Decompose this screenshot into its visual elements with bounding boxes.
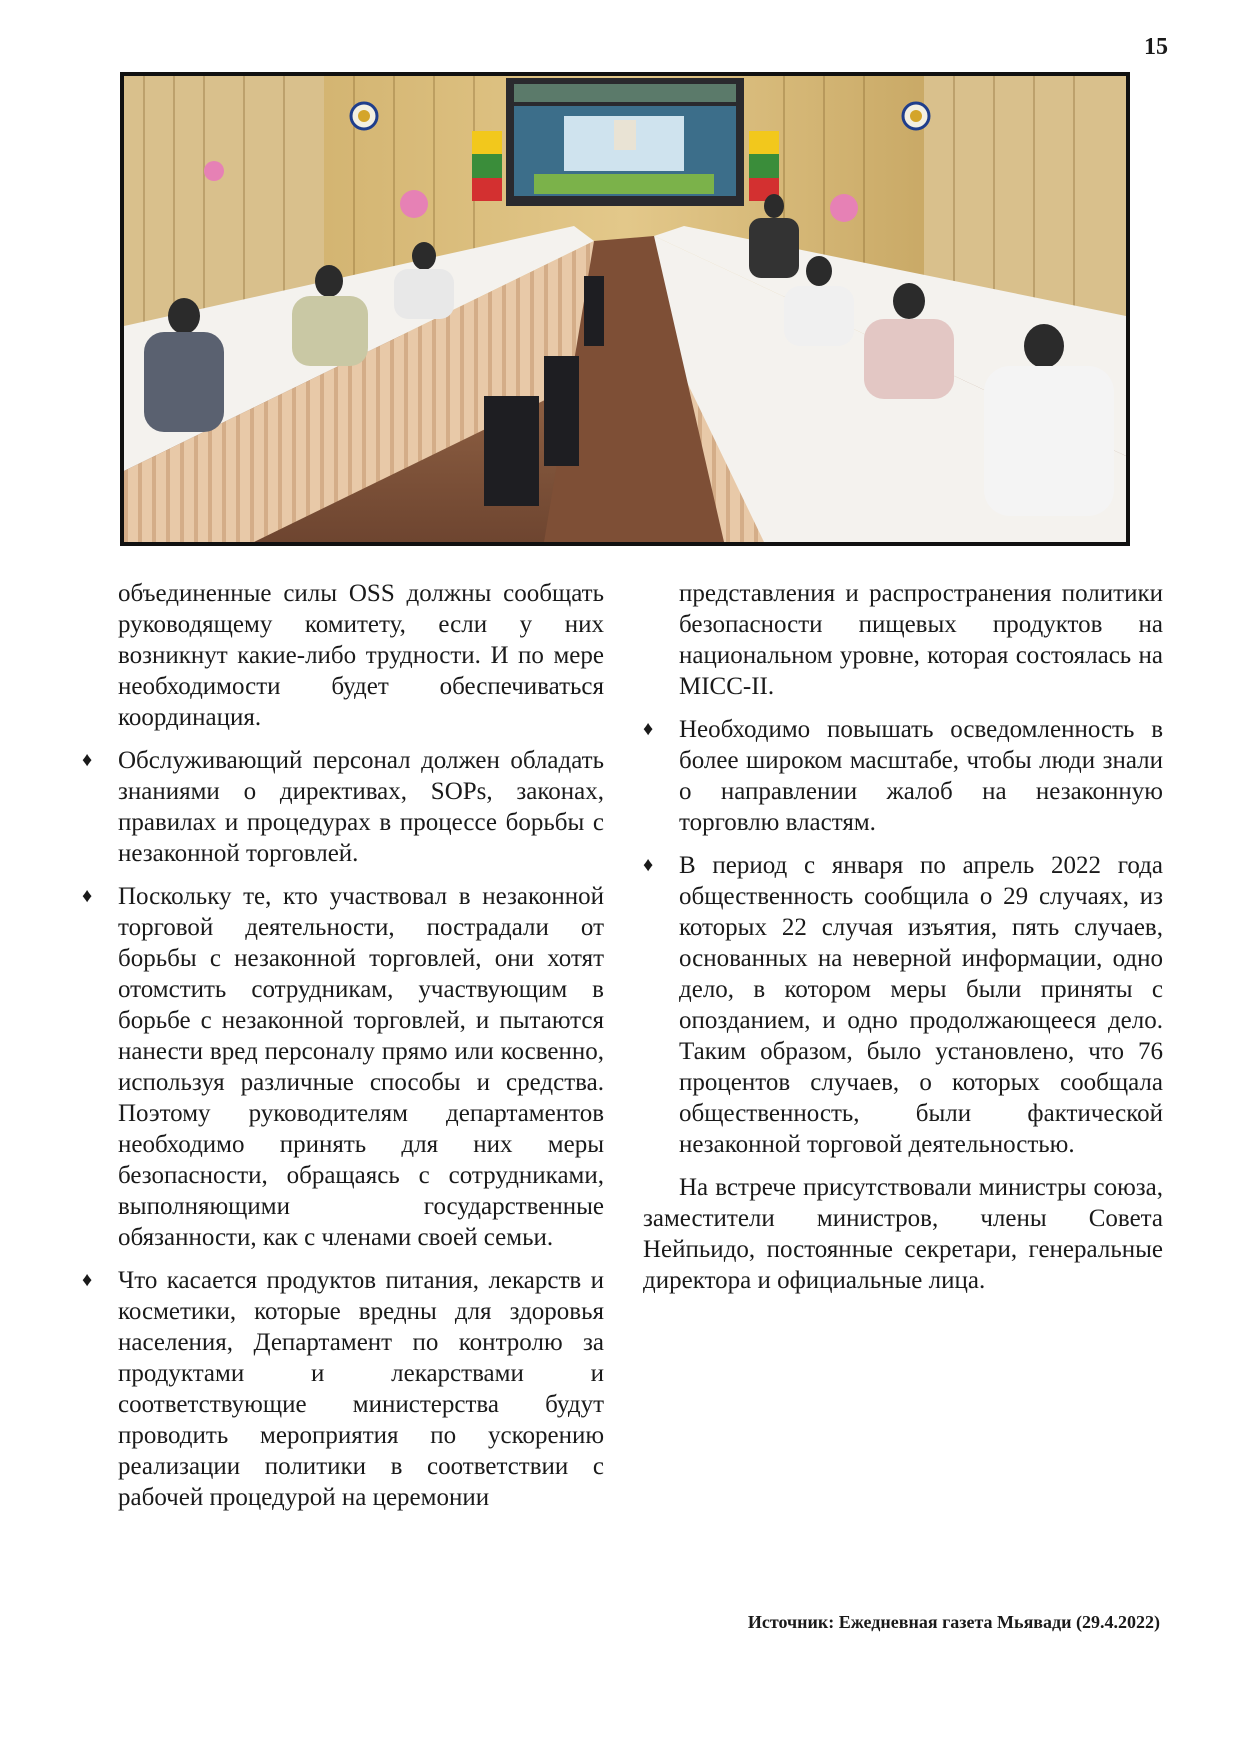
bullet-item [643,850,1163,1160]
right-column [643,578,1163,1308]
bullet-marker-icon: ♦ [82,749,93,771]
bullet-text: В период с января по апрель 2022 года общественность сообщила о 29 случаях, из которых 22 случая изъятия, пять случаев, основанных на неверной информации, одно дело, в котором меры были приняты с опозданием, и одно продолжающееся дело. Таким образом, было установлено, что 76 процентов случаев, о которых сообщала общественность, были фактической незаконной торговой деятельностью. [679,852,1163,1158]
meeting-photo-illustration [124,76,1126,542]
bullet-marker-icon: ♦ [643,718,654,740]
bullet-marker-icon: ♦ [643,854,654,876]
meeting-photo [120,72,1130,546]
bullet-item [82,745,604,869]
bullet-text: Что касается продуктов питания, лекарств и косметики, которые вредны для здоровья населения, Департамент по контролю за продуктами и лекарствами и соответствующие министерства будут проводить мероприятия по ускорению реализации политики в соответствии с рабочей процедурой на церемонии [118,1267,604,1511]
bullet-marker-icon: ♦ [82,885,93,907]
bullet-text: Обслуживающий персонал должен обладать знаниями о директивах, SOPs, законах, правилах и процедурах в процессе борьбы с незаконной торговлей. [118,747,604,867]
paragraph: представления и распространения политики безопасности пищевых продуктов на национальном уровне, которая состоялась на MICC-II. [679,580,1163,700]
bullet-item [82,881,604,1253]
left-column [82,578,604,1525]
source-citation: Источник: Ежедневная газета Мьявади (29.4.2022) [747,1612,1160,1632]
page-number: 15 [1144,34,1168,60]
closing-paragraph: На встрече присутствовали министры союза, заместители министров, члены Совета Нейпьидо, постоянные секретари, генеральные директора и официальные лица. [643,1174,1163,1294]
government-emblem-icon [903,103,929,129]
bullet-marker-icon: ♦ [82,1269,93,1291]
video-screen [506,78,744,206]
bullet-text: Необходимо повышать осведомленность в более широком масштабе, чтобы люди знали о направлении жалоб на незаконную торговлю властям. [679,716,1163,836]
government-emblem-icon [351,103,377,129]
bullet-item [643,714,1163,838]
bullet-text: Поскольку те, кто участвовал в незаконной торговой деятельности, пострадали от борьбы с незаконной торговлей, они хотят отомстить сотрудникам, участвующим в борьбе с незаконной торговлей, и пытаются нанести вред персоналу прямо или косвенно, используя различные способы и средства. Поэтому руководителям департаментов необходимо принять для них меры безопасности, обращаясь с сотрудниками, выполняющими государственные обязанности, как с членами своей семьи. [118,883,604,1251]
bullet-item [82,1265,604,1513]
paragraph: объединенные силы OSS должны сообщать руководящему комитету, если у них возникнут какие-либо трудности. И по мере необходимости будет обеспечиваться координация. [118,580,604,731]
